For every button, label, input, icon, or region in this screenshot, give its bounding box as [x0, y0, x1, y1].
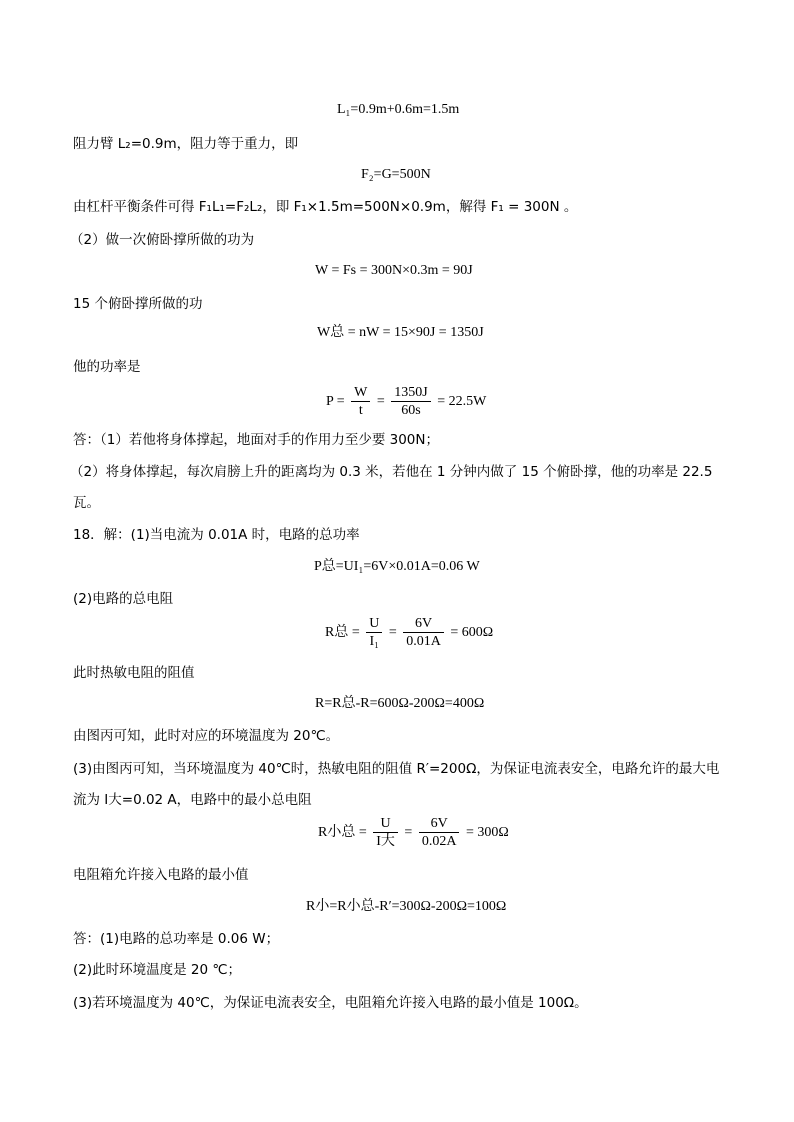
q18-part3: (3)由图丙可知，当环境温度为 40℃时，热敏电阻的阻值 R′=200Ω，为保证电流表安全，电路允许的最大电 — [73, 761, 720, 777]
frac-den: I₁ — [369, 634, 380, 649]
eq-r-min-rhs: = 300Ω — [465, 824, 509, 840]
q18-part2: (2)电路的总电阻 — [73, 591, 174, 607]
frac-values — [403, 615, 444, 650]
frac-den: 0.02A — [421, 834, 457, 849]
text-temp-20: 由图丙可知，此时对应的环境温度为 20℃。 — [73, 728, 340, 744]
eq-work: W = Fs = 300N×0.3m = 90J — [315, 263, 473, 278]
frac-num: U — [366, 615, 382, 633]
frac-u-i — [366, 615, 382, 650]
answer-1: 答：（1）若他将身体撑起，地面对手的作用力至少要 300N； — [73, 432, 439, 448]
eq-l1: L₁=0.9m+0.6m=1.5m — [337, 102, 460, 117]
frac-num: U — [373, 815, 398, 833]
eq-power — [326, 384, 486, 419]
eq-total-work: W总 = nW = 15×90J = 1350J — [317, 325, 484, 340]
text-15-pushups: 15 个俯卧撑所做的功 — [73, 296, 203, 312]
eq-r-min-lhs: R小总 = — [318, 824, 367, 840]
eq-r-min — [318, 815, 509, 850]
answer-2-cont: 瓦。 — [73, 495, 100, 511]
frac-num: 6V — [403, 615, 444, 633]
frac-u-imax — [373, 815, 398, 850]
frac-num: 6V — [419, 815, 460, 833]
text-power: 他的功率是 — [73, 359, 141, 375]
text-part2: （2）做一次俯卧撑所做的功为 — [70, 232, 255, 248]
answer-2: （2）将身体撑起，每次肩膀上升的距离均为 0.3 米，若他在 1 分钟内做了 15 个俯卧撑，他的功率是 22.5 — [70, 464, 713, 480]
frac-den: t — [358, 403, 363, 418]
frac-num: 1350J — [391, 384, 430, 402]
frac-num: W — [351, 384, 370, 402]
frac-den: 60s — [401, 403, 421, 418]
eq-r-total — [325, 615, 493, 650]
q18-answer-1: 答：(1)电路的总功率是 0.06 W； — [73, 931, 280, 947]
frac-values — [391, 384, 430, 419]
q18-part3-cont: 流为 I大=0.02 A，电路中的最小总电阻 — [73, 792, 312, 808]
eq-total-power: P总=UI₁=6V×0.01A=0.06 W — [314, 559, 480, 574]
frac-den: I大 — [376, 834, 395, 849]
eq-sign: = — [404, 824, 413, 840]
eq-power-lhs: P = — [326, 393, 345, 409]
eq-power-rhs: = 22.5W — [437, 393, 487, 409]
eq-sign: = — [388, 624, 397, 640]
eq-sign: = — [376, 393, 385, 409]
frac-den: 0.01A — [406, 634, 441, 649]
eq-r-total-rhs: = 600Ω — [450, 624, 494, 640]
text-lever-arm: 阻力臂 L₂=0.9m，阻力等于重力，即 — [73, 136, 299, 152]
frac-values — [419, 815, 460, 850]
frac-w-t — [351, 384, 370, 419]
q18-answer-3: (3)若环境温度为 40℃，为保证电流表安全，电阻箱允许接入电路的最小值是 100Ω。 — [73, 995, 588, 1011]
eq-resistance-box: R小=R小总-R′=300Ω-200Ω=100Ω — [306, 899, 507, 914]
eq-f2: F₂=G=500N — [361, 167, 431, 182]
text-lever-balance: 由杠杆平衡条件可得 F₁L₁=F₂L₂，即 F₁×1.5m=500N×0.9m，解得 F₁ = 300N 。 — [73, 199, 578, 215]
eq-r-total-lhs: R总 = — [325, 624, 360, 640]
eq-thermistor: R=R总-R=600Ω-200Ω=400Ω — [315, 696, 485, 711]
q18-intro: 18．解：(1)当电流为 0.01A 时，电路的总功率 — [73, 527, 360, 543]
text-thermistor: 此时热敏电阻的阻值 — [73, 665, 195, 681]
text-resistance-box: 电阻箱允许接入电路的最小值 — [73, 867, 249, 883]
q18-answer-2: (2)此时环境温度是 20 ℃； — [73, 962, 242, 978]
